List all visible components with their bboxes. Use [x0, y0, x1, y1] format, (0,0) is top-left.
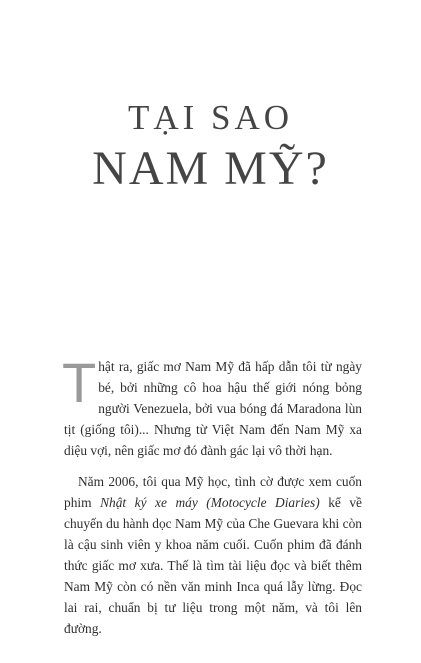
chapter-title-line1: TẠI SAO: [127, 98, 294, 137]
chapter-title: [0, 98, 421, 196]
chapter-body: [62, 351, 363, 639]
paragraph-2-text-after: kể về chuyến du hành dọc Nam Mỹ của Che Guevara khi còn là cậu sinh viên y khoa năm cuối. Cuốn phim đã đánh thức giấc mơ xưa. Thế là tìm tài liệu đọc và biết thêm Nam Mỹ còn có nền văn minh Inca quá lẫy lừng. Đọc lai rai, chuẩn bị tư liệu trong một năm, và tôi lên đường.: [64, 495, 363, 636]
paragraph-1-text: hật ra, giấc mơ Nam Mỹ đã hấp dẫn tôi từ ngày bé, bởi những cô hoa hậu thế giới nóng bỏng người Venezuela, bởi vua bóng đá Maradona lùn tịt (giống tôi)... Nhưng từ Việt Nam đến Nam Mỹ xa diệu vợi, nên giấc mơ đó đành gác lại vô thời hạn.: [64, 359, 362, 458]
chapter-title-line2: NAM MỸ?: [92, 142, 329, 195]
paragraph-2-text-before: Năm 2006, tôi qua Mỹ học, tình cờ được xem cuốn phim: [64, 474, 362, 510]
film-title: Nhật ký xe máy (Motocycle Diaries): [100, 495, 320, 510]
drop-cap: T: [62, 351, 97, 414]
paragraph-1: [62, 351, 362, 461]
paragraph-2: [64, 471, 362, 639]
